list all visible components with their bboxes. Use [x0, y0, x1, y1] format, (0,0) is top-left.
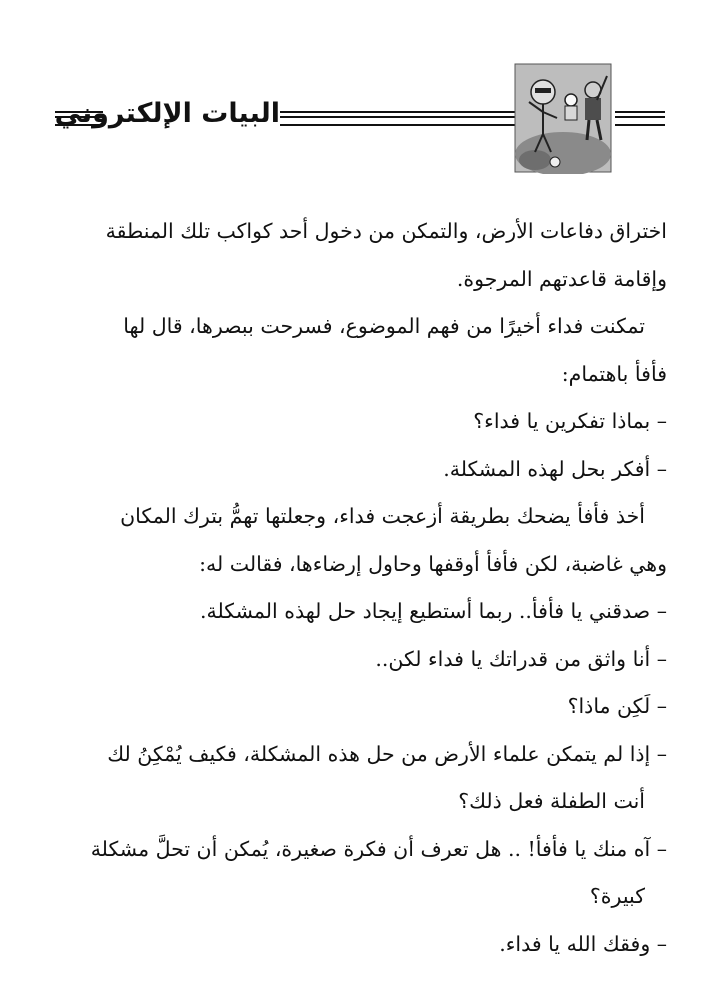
- dialogue-continuation: أنت الطفلة فعل ذلك؟: [458, 789, 645, 813]
- page-header: [55, 62, 665, 177]
- chapter-title: البيات الإلكتروني: [54, 98, 280, 129]
- decorative-rule-right: [615, 111, 665, 126]
- text-line: تمكنت فداء أخيرًا من فهم الموضوع، فسرحت ببصرها، قال لها: [123, 314, 645, 338]
- text-line: وهي غاضبة، لكن فأفأ أوقفها وحاول إرضاءها، فقالت له:: [199, 551, 667, 576]
- dialogue-line: – صدقني يا فأفأ.. ربما أستطيع إيجاد حل لهذه المشكلة.: [200, 599, 667, 623]
- dialogue-line: – إذا لم يتمكن علماء الأرض من حل هذه المشكلة، فكيف يُمْكِنُ لك: [107, 741, 667, 766]
- text-line: اختراق دفاعات الأرض، والتمكن من دخول أحد كواكب تلك المنطقة: [105, 219, 667, 243]
- dialogue-line: – وفقك الله يا فداء.: [499, 931, 667, 956]
- dialogue-line: – بماذا تفكرين يا فداء؟: [473, 409, 667, 433]
- dialogue-line: – أفكر بحل لهذه المشكلة.: [443, 456, 667, 481]
- dialogue-line: – آه منك يا فأفأ! .. هل تعرف أن فكرة صغيرة، يُمكن أن تحلَّ مشكلة: [90, 836, 667, 861]
- text-line: وإقامة قاعدتهم المرجوة.: [456, 266, 667, 291]
- dialogue-continuation: كبيرة؟: [589, 884, 645, 908]
- text-line: أخذ فأفأ يضحك بطريقة أزعجت فداء، وجعلتها تهمُّ بترك المكان: [120, 504, 645, 528]
- dialogue-line: – أنا واثق من قدراتك يا فداء لكن..: [375, 646, 667, 671]
- story-text: [55, 208, 667, 968]
- dialogue-line: – لَكِن ماذا؟: [567, 694, 667, 718]
- cartoon-characters-illustration: [513, 62, 613, 174]
- text-line: فأفأ باهتمام:: [561, 361, 667, 386]
